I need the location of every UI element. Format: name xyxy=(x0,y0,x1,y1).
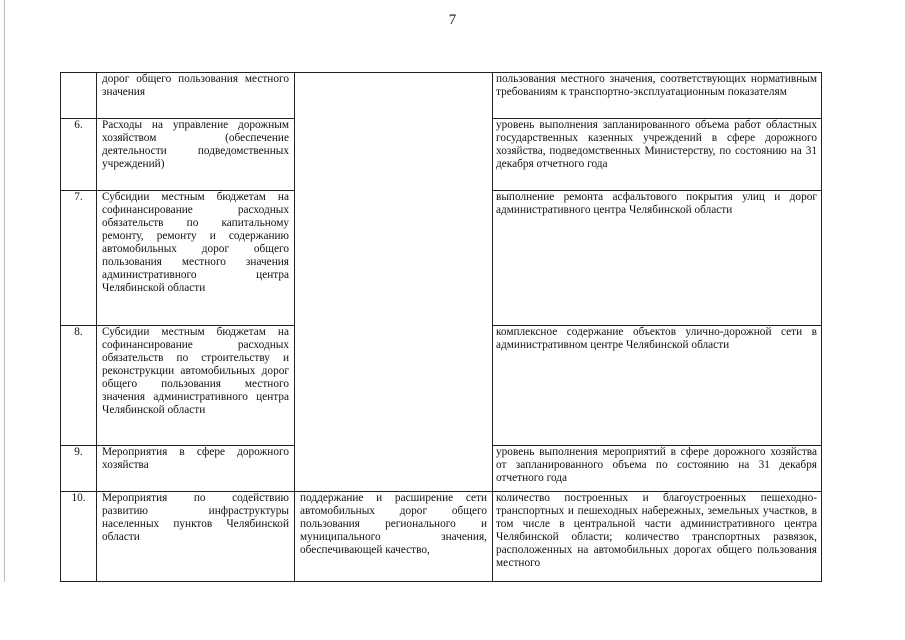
row-number xyxy=(61,73,97,119)
measures-table xyxy=(60,72,822,592)
indicator-cell xyxy=(493,73,822,119)
measure-name-cell xyxy=(97,119,295,191)
measure-name-cell xyxy=(97,191,295,326)
page-number: 7 xyxy=(448,12,457,28)
indicator-cell xyxy=(493,446,822,492)
goal-text: поддержание и расширение сети автомобильных дорог общего пользования регионального и муниципального значения, обеспечивающей качество, xyxy=(300,492,487,556)
indicator-text: уровень выполнения запланированного объема работ областных государственных казенных учреждений в сфере дорожного хозяйства, подведомственных Министерству, по состоянию на 31 декабря отчетного года xyxy=(496,119,817,170)
table-row xyxy=(61,73,822,119)
measure-name: Субсидии местным бюджетам на софинансирование расходных обязательств по капитальному ремонту, ремонту и содержанию автомобильных дорог общего пользования местного значения административного центра Челябинской области xyxy=(102,191,289,294)
row-number: 7. xyxy=(61,191,97,326)
indicator-text: комплексное содержание объектов улично-дорожной сети в административном центре Челябинской области xyxy=(496,326,817,351)
row-number: 6. xyxy=(61,119,97,191)
measure-name-cell xyxy=(97,492,295,592)
row-number: 9. xyxy=(61,446,97,492)
table-row xyxy=(61,492,822,592)
indicator-text: пользования местного значения, соответствующих нормативным требованиям к транспортно-эксплуатационным показателям xyxy=(496,73,817,98)
measure-name: Расходы на управление дорожным хозяйством (обеспечение деятельности подведомственных учреждений) xyxy=(102,119,289,170)
row-number: 8. xyxy=(61,326,97,446)
table-bottom-border xyxy=(60,581,821,582)
measure-name-cell xyxy=(97,446,295,492)
measure-name: Субсидии местным бюджетам на софинансирование расходных обязательств по строительству и реконструкции автомобильных дорог общего пользования местного значения административного центра Челябинской области xyxy=(102,326,289,416)
page-bottom-margin xyxy=(0,582,905,640)
indicator-text: выполнение ремонта асфальтового покрытия улиц и дорог административного центра Челябинской области xyxy=(496,191,817,216)
measure-name-cell xyxy=(97,326,295,446)
indicator-text: уровень выполнения мероприятий в сфере дорожного хозяйства от запланированного объема по состоянию на 31 декабря отчетного года xyxy=(496,446,817,484)
goal-cell xyxy=(295,492,493,592)
indicator-text: количество построенных и благоустроенных пешеходно-транспортных и пешеходных набережных, земельных участков, в том числе в центральной части административного центра Челябинской области; количество транспортных развязок, расположенных на автомобильных дорогах общего пользования местного xyxy=(496,492,817,569)
measure-name-cell xyxy=(97,73,295,119)
scan-edge-line xyxy=(4,0,5,640)
indicator-cell xyxy=(493,191,822,326)
indicator-cell xyxy=(493,326,822,446)
measure-name: дорог общего пользования местного значения xyxy=(102,73,289,98)
measure-name: Мероприятия по содействию развитию инфраструктуры населенных пунктов Челябинской области xyxy=(102,492,289,543)
row-number: 10. xyxy=(61,492,97,592)
goal-cell-merged xyxy=(295,73,493,492)
measure-name: Мероприятия в сфере дорожного хозяйства xyxy=(102,446,289,471)
indicator-cell xyxy=(493,492,822,592)
indicator-cell xyxy=(493,119,822,191)
